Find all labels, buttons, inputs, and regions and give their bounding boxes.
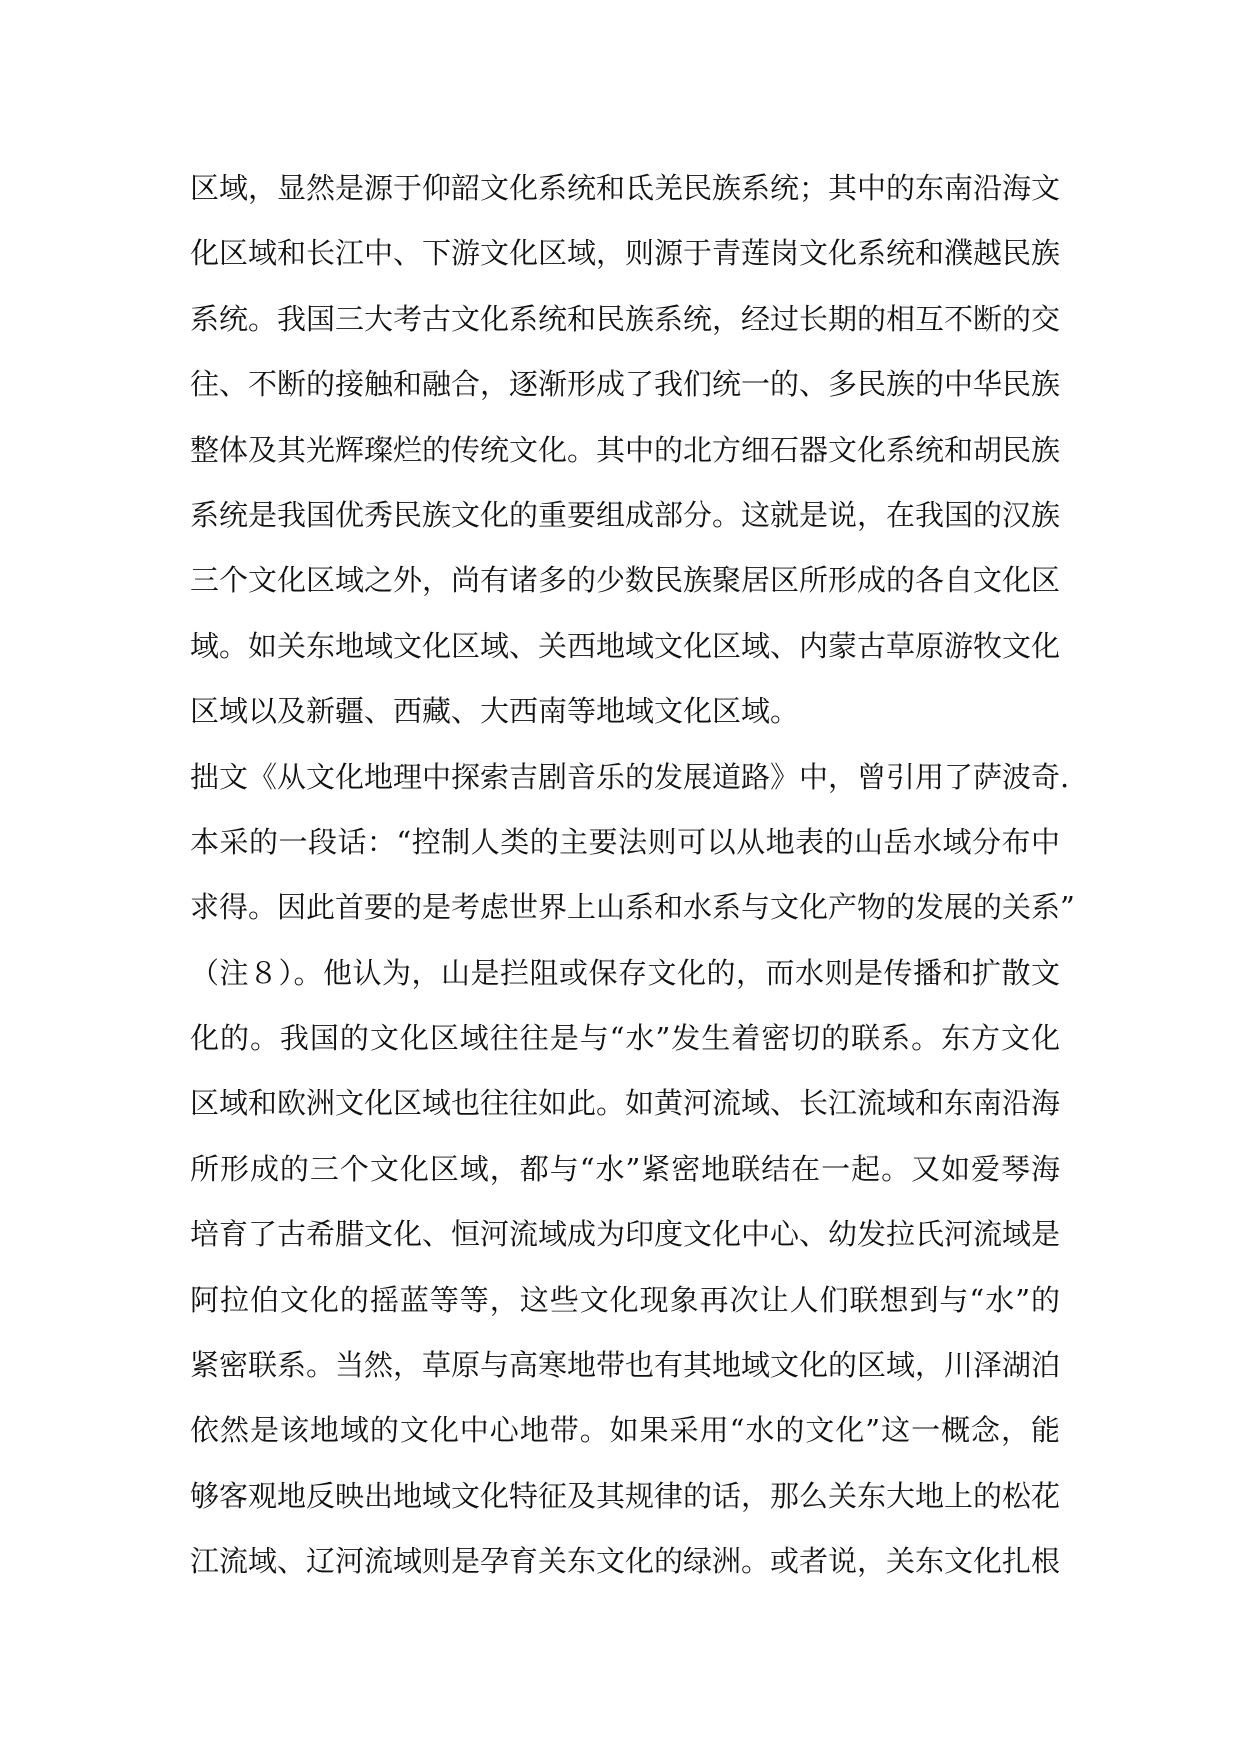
text-line: 化区域和长江中、下游文化区域，则源于青莲岗文化系统和濮越民族 [190, 236, 1061, 271]
text-line: 往、不断的接触和融合，逐渐形成了我们统一的、多民族的中华民族 [190, 367, 1061, 402]
text-line: （注８）。他认为，山是拦阻或保存文化的，而水则是传播和扩散文 [190, 955, 1060, 990]
text-line: 培育了古希腊文化、恒河流域成为印度文化中心、幼发拉氏河流域是 [190, 1217, 1061, 1252]
text-line: 依然是该地域的文化中心地带。如果采用“水的文化”这一概念，能 [190, 1413, 1060, 1448]
text-line: 化的。我国的文化区域往往是与“水”发生着密切的联系。东方文化 [190, 1021, 1060, 1056]
text-line: 三个文化区域之外，尚有诸多的少数民族聚居区所形成的各自文化区 [190, 563, 1061, 598]
text-line: 够客观地反映出地域文化特征及其规律的话，那么关东大地上的松花 [190, 1478, 1061, 1513]
text-line: 区域和欧洲文化区域也往往如此。如黄河流域、长江流域和东南沿海 [190, 1086, 1061, 1121]
text-line: 拙文《从文化地理中探索吉剧音乐的发展道路》中，曾引用了萨波奇. [190, 759, 1070, 794]
text-line: 区域，显然是源于仰韶文化系统和氐羌民族系统；其中的东南沿海文 [190, 171, 1061, 205]
text-line: 紧密联系。当然，草原与高寒地带也有其地域文化的区域，川泽湖泊 [190, 1348, 1061, 1383]
text-line: 区域以及新疆、西藏、大西南等地域文化区域。 [190, 694, 800, 729]
text-line: 系统。我国三大考古文化系统和民族系统，经过长期的相互不断的交 [190, 301, 1061, 336]
text-line: 阿拉伯文化的摇蓝等等，这些文化现象再次让人们联想到与“水”的 [190, 1282, 1060, 1317]
text-line: 系统是我国优秀民族文化的重要组成部分。这就是说，在我国的汉族 [190, 497, 1061, 532]
text-line: 本采的一段话：“控制人类的主要法则可以从地表的山岳水域分布中 [190, 824, 1060, 859]
text-line: 所形成的三个文化区域，都与“水”紧密地联结在一起。又如爱琴海 [190, 1151, 1060, 1186]
text-line: 域。如关东地域文化区域、关西地域文化区域、内蒙古草原游牧文化 [190, 628, 1061, 663]
text-line: 江流域、辽河流域则是孕育关东文化的绿洲。或者说，关东文化扎根 [190, 1544, 1061, 1579]
text-line: 求得。因此首要的是考虑世界上山系和水系与文化产物的发展的关系” [190, 890, 1075, 925]
body-text [190, 156, 1075, 1595]
text-line: 整体及其光辉璨烂的传统文化。其中的北方细石器文化系统和胡民族 [190, 432, 1061, 467]
